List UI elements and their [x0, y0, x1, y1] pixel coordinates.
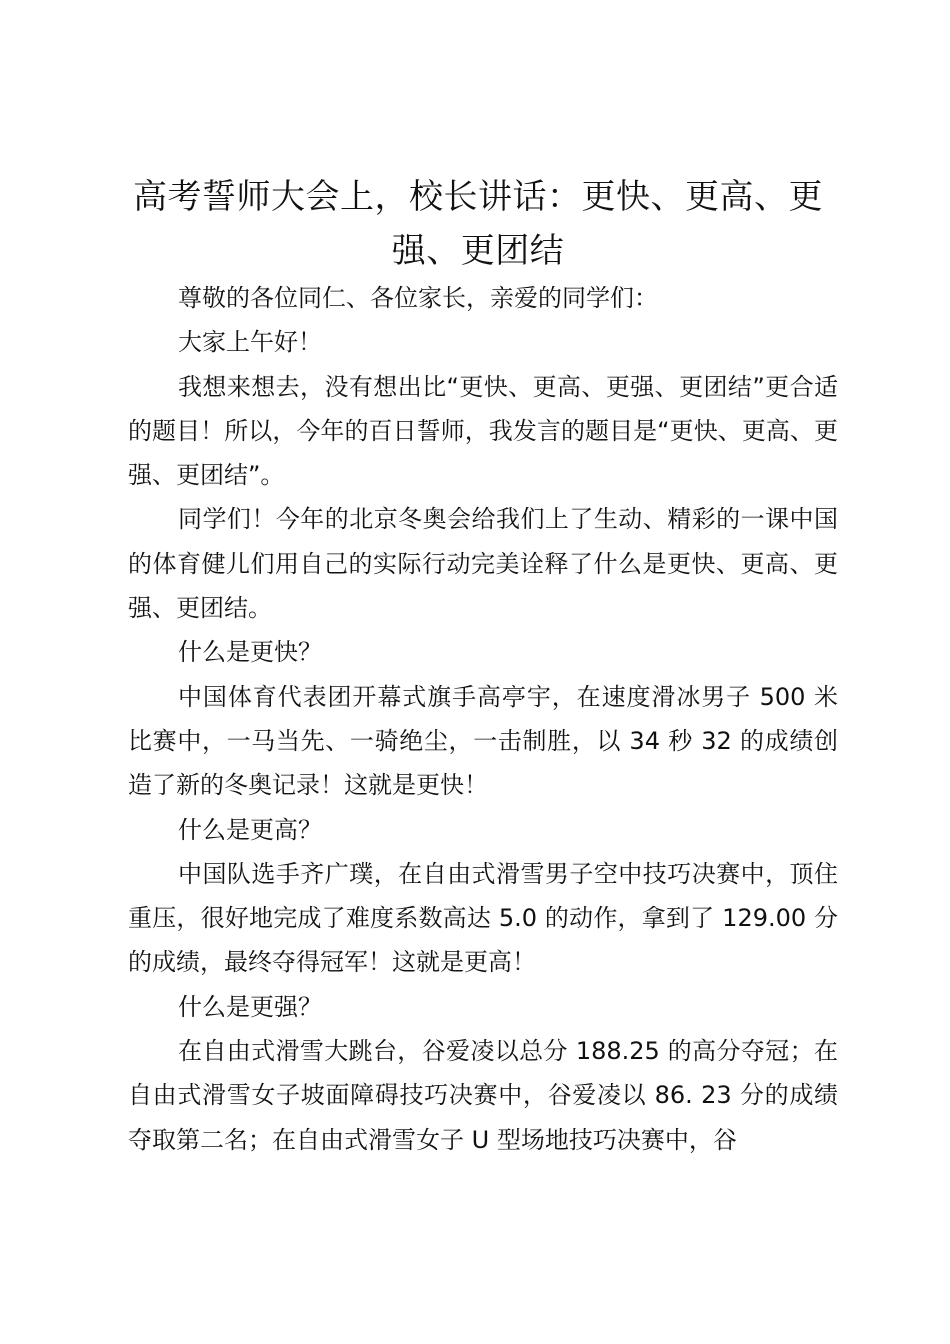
paragraph-question-faster: 什么是更快？	[178, 638, 322, 667]
document-body	[128, 276, 838, 1162]
paragraph-higher-example: 中国队选手齐广璞，在自由式滑雪男子空中技巧决赛中，顶住重压，很好地完成了难度系数高达 5.0 的动作，拿到了 129.00 分的成绩，最终夺得冠军！这就是更高！	[128, 859, 838, 977]
document-title: 高考誓师大会上，校长讲话：更快、更高、更强、更团结	[133, 177, 823, 271]
paragraph-greeting: 大家上午好！	[178, 328, 322, 357]
paragraph-faster-example: 中国体育代表团开幕式旗手高亭宇，在速度滑冰男子 500 米比赛中，一马当先、一骑绝尘，一击制胜，以 34 秒 32 的成绩创造了新的冬奥记录！这就是更快！	[128, 682, 838, 800]
paragraph-salutation: 尊敬的各位同仁、各位家长，亲爱的同学们：	[178, 284, 658, 312]
paragraph-question-stronger: 什么是更强？	[178, 992, 322, 1021]
paragraph-stronger-example: 在自由式滑雪大跳台，谷爱凌以总分 188.25 的高分夺冠；在自由式滑雪女子坡面障碍技巧决赛中，谷爱凌以 86. 23 分的成绩夺取第二名；在自由式滑雪女子 U 型场地技巧决赛中，谷	[128, 1037, 838, 1154]
paragraph-question-higher: 什么是更高？	[178, 815, 322, 844]
paragraph-olympics-intro: 同学们！今年的北京冬奥会给我们上了生动、精彩的一课中国的体育健儿们用自己的实际行动完美诠释了什么是更快、更高、更强、更团结。	[128, 505, 838, 623]
paragraph-topic: 我想来想去，没有想出比“更快、更高、更强、更团结”更合适的题目！所以，今年的百日誓师，我发言的题目是“更快、更高、更强、更团结”。	[128, 372, 838, 490]
